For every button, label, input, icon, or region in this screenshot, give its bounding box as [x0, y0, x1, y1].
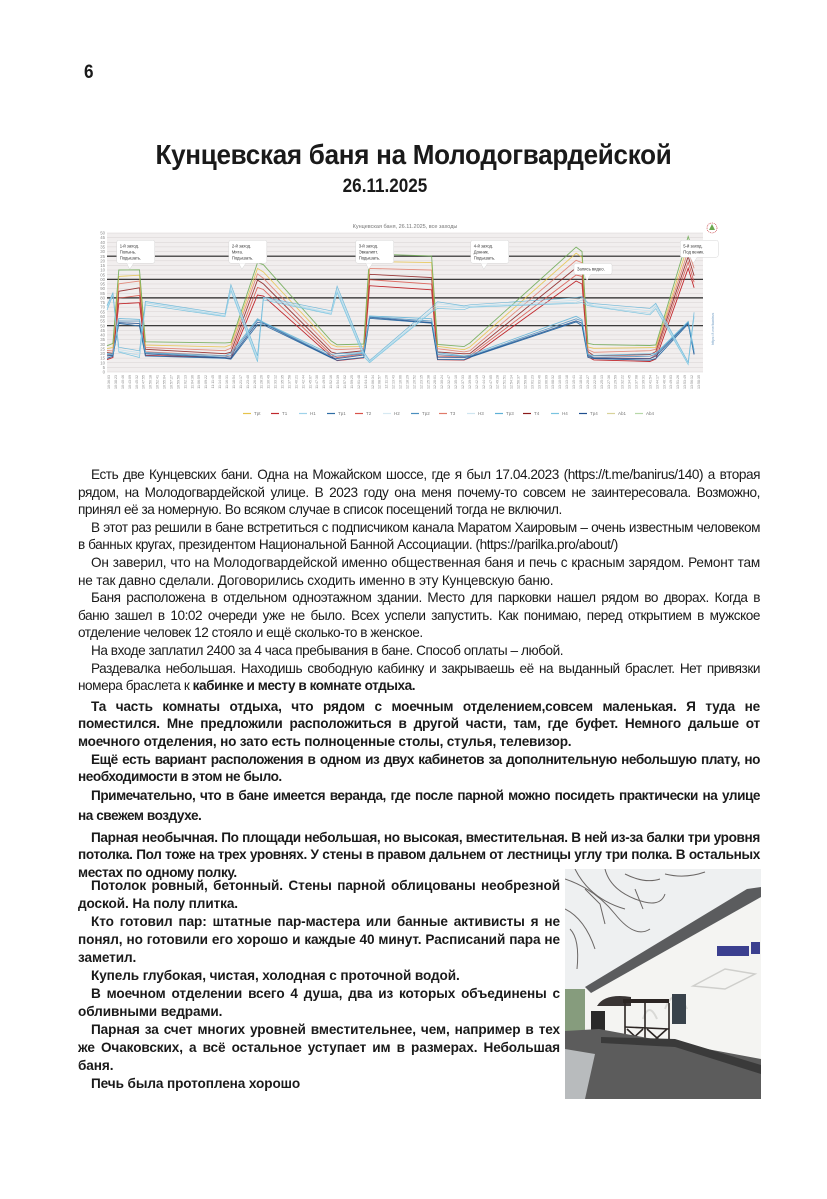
y-tick-label: 25	[100, 346, 105, 352]
x-tick-label: 12:08:57	[377, 375, 382, 389]
x-tick-label: 12:47:05	[488, 375, 493, 389]
x-tick-label: 11:52:16	[329, 375, 334, 389]
y-tick-label: 20	[100, 351, 105, 357]
x-tick-label: 12:06:34	[370, 375, 375, 389]
x-tick-label: 12:44:42	[481, 375, 486, 389]
x-tick-label: 11:28:26	[259, 375, 264, 389]
x-tick-label: 12:30:24	[440, 375, 445, 389]
x-tick-label: 10:57:27	[169, 375, 174, 389]
y-tick-label: 80	[100, 295, 105, 301]
x-tick-label: 11:14:08	[218, 375, 223, 389]
x-tick-label: 11:54:39	[336, 375, 341, 389]
paragraph: Кто готовил пар: штатные пар-мастера или банные активисты я не понял, но готовили его хорошо и каждые 40 минут. Расписаний пара не заметил.	[78, 914, 560, 965]
x-tick-label: 13:39:31	[641, 375, 646, 389]
x-tick-label: 13:32:22	[620, 375, 625, 389]
y-tick-label: 35	[100, 337, 105, 343]
x-tick-label: 13:51:26	[676, 375, 681, 389]
annotation-text: Донник.	[473, 249, 489, 255]
x-tick-label: 11:02:13	[183, 375, 188, 389]
annotation-text: Подышать.	[473, 255, 496, 261]
paragraph: В моечном отделении всего 4 душа, два из которых объединены с обливными ведрами.	[78, 986, 560, 1019]
x-tick-label: 13:06:09	[544, 375, 549, 389]
paragraph: На входе заплатил 2400 за 4 часа пребывания в бане. Способ оплаты – любой.	[91, 642, 564, 658]
x-tick-label: 12:59:00	[523, 375, 528, 389]
chart-side-link: https://t.me/banirus	[711, 312, 715, 345]
x-tick-label: 13:22:50	[592, 375, 597, 389]
article-body-wrapped	[78, 877, 560, 1093]
annotation-text: Запись видео.	[577, 266, 605, 272]
x-tick-label: 13:37:08	[634, 375, 639, 389]
x-tick-label: 12:11:20	[384, 375, 389, 389]
x-tick-label: 13:13:18	[565, 375, 570, 389]
x-tick-label: 11:26:03	[252, 375, 257, 389]
legend-label: Tp2	[422, 411, 430, 416]
x-tick-label: 12:23:15	[419, 375, 424, 389]
x-tick-label: 12:20:52	[412, 375, 417, 389]
legend-label: H4	[562, 411, 568, 416]
x-tick-label: 11:16:31	[225, 375, 229, 389]
y-tick-label: 45	[100, 327, 105, 333]
x-tick-label: 11:37:58	[287, 375, 292, 389]
annotation-text: 3-й заход.	[358, 243, 379, 249]
legend-label: H2	[394, 411, 400, 416]
y-tick-label: 45	[100, 235, 105, 241]
x-tick-label: 10:43:09	[127, 375, 132, 389]
y-tick-label: 25	[100, 253, 105, 259]
x-tick-label: 13:41:54	[648, 375, 653, 389]
x-tick-label: 12:56:37	[516, 375, 521, 389]
y-tick-label: 65	[100, 309, 105, 315]
x-tick-label: 11:57:02	[343, 375, 347, 389]
x-tick-label: 12:28:01	[433, 375, 438, 389]
y-tick-label: 75	[100, 300, 105, 306]
x-tick-label: 11:04:36	[190, 375, 195, 389]
x-tick-label: 13:08:32	[551, 375, 556, 389]
x-tick-label: 11:18:54	[231, 375, 236, 389]
x-tick-label: 11:09:22	[204, 375, 209, 389]
paragraph-text: Раздевалка небольшая. Находишь свободную кабинку и закрываешь её на выданный браслет. Нет привязки номера браслета к	[78, 660, 760, 694]
y-tick-label: 0	[102, 369, 105, 375]
annotation-text: 5-й заход.	[683, 243, 703, 249]
x-tick-label: 12:37:33	[461, 375, 465, 389]
x-tick-label: 10:45:32	[134, 375, 139, 389]
y-tick-label: 55	[100, 318, 105, 324]
x-tick-label: 10:40:46	[120, 375, 125, 389]
y-tick-label: 60	[100, 314, 105, 319]
annotation-text: Подышать.	[358, 255, 381, 261]
legend-label: T2	[366, 411, 372, 416]
paragraph-bold-text: кабинке и месту в комнате отдыха.	[192, 678, 416, 694]
legend-label: H3	[478, 411, 484, 416]
x-tick-label: 10:52:41	[155, 375, 160, 389]
x-tick-label: 13:25:13	[599, 375, 604, 389]
x-tick-label: 10:36:03	[107, 375, 111, 389]
y-tick-label: 20	[100, 258, 105, 264]
paragraph	[78, 660, 760, 695]
x-tick-label: 11:42:44	[301, 375, 306, 389]
legend-label: Tpt	[254, 411, 261, 416]
x-tick-label: 13:01:23	[530, 375, 535, 389]
y-tick-label: 40	[100, 332, 105, 338]
article-body	[78, 466, 760, 881]
x-tick-label: 12:13:43	[391, 375, 396, 389]
x-tick-label: 11:49:53	[322, 375, 327, 389]
x-tick-label: 13:34:45	[627, 375, 632, 389]
paragraph: Купель глубокая, чистая, холодная с проточной водой.	[91, 968, 460, 983]
x-tick-label: 13:49:03	[669, 375, 674, 389]
annotation-text: Под веник.	[683, 249, 705, 255]
y-tick-label: 90	[100, 286, 105, 292]
y-tick-label: 95	[100, 281, 105, 287]
page-title: Кунцевская баня на Молодогвардейской	[155, 139, 672, 170]
legend-label: Tp1	[338, 411, 346, 416]
annotation-text: 1-й заход.	[119, 243, 140, 249]
paragraph: Есть две Кунцевских бани. Одна на Можайском шоссе, где я был 17.04.2023 (https://t.me/banirus/140) а вторая рядом, на Молодогвардейской улице. В 2023 году она меня почему-то совсем не заинтересовала. Возможно, принял её за номерную. Во всяком случае в список посещений тогда не включил.	[78, 467, 760, 518]
x-tick-label: 12:35:10	[454, 375, 459, 389]
x-tick-label: 12:42:19	[474, 375, 479, 389]
paragraph: Та часть комнаты отдыха, что рядом с моечным отделением,совсем маленькая. Я туда не поместился. Мне предложили расположиться в другой части, там, где буфет. Немного дальше от моечного отделения, но зато есть полноценные столы, стулья, телевизор.	[78, 698, 760, 749]
y-tick-label: 5	[102, 364, 105, 370]
x-tick-label: 12:51:51	[502, 375, 507, 389]
x-tick-label: 13:20:27	[585, 375, 590, 389]
x-tick-label: 13:29:59	[613, 375, 618, 389]
x-tick-label: 13:18:04	[579, 375, 583, 389]
legend-label: T4	[534, 411, 540, 416]
annotation-text: Полынь.	[119, 249, 137, 255]
annotation-text: Эвкалипт.	[358, 249, 378, 255]
paragraph: Потолок ровный, бетонный. Стены парной облицованы необрезной доской. На полу плитка.	[78, 878, 560, 911]
y-tick-label: 50	[100, 323, 105, 329]
y-tick-label: 15	[100, 263, 105, 269]
annotation-text: 4-й заход.	[473, 243, 494, 249]
x-tick-label: 13:53:49	[683, 375, 688, 389]
x-tick-label: 11:11:45	[211, 375, 216, 389]
x-tick-label: 10:50:18	[148, 375, 153, 389]
x-tick-label: 11:45:07	[308, 375, 313, 389]
x-tick-label: 11:59:25	[349, 375, 354, 389]
annotation-text: Подышать.	[231, 255, 254, 261]
x-tick-label: 13:10:55	[558, 375, 563, 389]
building-photo-illustration	[565, 869, 761, 1099]
paragraph: Баня расположена в отдельном одноэтажном здании. Место для парковки нашел рядом во дворах. Когда в баню зашел в 10:02 очереди уже не было. Всех успели запустить. Как понимаю, перед открытием в мужское отделение человек 12 стояло и ещё сколько-то в женское.	[78, 590, 760, 641]
legend-label: H1	[310, 411, 316, 416]
x-tick-label: 13:15:41	[572, 375, 577, 389]
legend-label: Tp4	[590, 411, 598, 416]
annotation-text: 2-й заход.	[231, 243, 252, 249]
paragraph: Примечательно, что в бане имеется веранда, где после парной можно посидеть практически на улице на свежем воздухе.	[78, 787, 760, 823]
x-tick-label: 12:39:56	[467, 375, 472, 389]
article-date: 26.11.2025	[342, 176, 428, 197]
x-tick-label: 13:44:17	[655, 375, 660, 389]
y-tick-label: 15	[100, 355, 105, 361]
y-tick-label: 35	[100, 244, 105, 250]
legend-label: Tp3	[506, 411, 514, 416]
x-tick-label: 11:40:21	[294, 375, 299, 389]
y-tick-label: 85	[100, 290, 105, 296]
paragraph: Он заверил, что на Молодогвардейской именно общественная баня и печь с красным зарядом. Ремонт там не так давно сделали. Договорились сходить именно в эту Кунцевскую баню.	[78, 554, 760, 588]
x-tick-label: 13:58:35	[697, 375, 701, 389]
x-tick-label: 13:56:12	[690, 375, 695, 389]
x-tick-label: 12:25:38	[426, 375, 431, 389]
x-tick-label: 12:16:06	[398, 375, 403, 389]
paragraph: Парная за счет многих уровней вместительнее, чем, например в тех же Очаковских, а всё остальное уступает им в размерах. Небольшая баня.	[78, 1022, 560, 1073]
x-tick-label: 10:55:04	[162, 375, 167, 389]
x-tick-label: 10:59:50	[176, 375, 181, 389]
x-tick-label: 13:27:36	[606, 375, 611, 389]
x-tick-label: 12:54:14	[509, 375, 514, 389]
annotation-text: Подышать.	[119, 255, 142, 261]
x-tick-label: 13:46:40	[662, 375, 667, 389]
y-tick-label: 30	[100, 341, 105, 347]
x-tick-label: 12:32:47	[447, 375, 452, 389]
x-tick-label: 10:38:23	[113, 375, 118, 389]
x-tick-label: 12:18:29	[405, 375, 410, 389]
x-tick-label: 11:35:35	[280, 375, 285, 389]
y-tick-label: 30	[100, 249, 105, 255]
y-tick-label: 10	[100, 360, 105, 366]
x-tick-label: 13:03:46	[537, 375, 542, 389]
y-tick-label: 50	[100, 230, 105, 236]
legend-label: T1	[282, 411, 288, 416]
y-tick-label: 40	[100, 239, 105, 245]
y-tick-label: 10	[100, 267, 105, 273]
legend-label: Ab1	[618, 411, 627, 416]
x-tick-label: 12:01:48	[356, 375, 361, 389]
x-tick-label: 12:49:28	[495, 375, 500, 389]
y-tick-label: 70	[100, 304, 105, 310]
paragraph: Парная необычная. По площади небольшая, но высокая, вместительная. В ней из-за балки три уровня потолка. Пол тоже на трех уровнях. У стены в правом дальнем от лестницы углу три полка. В остальных местах по одному полку.	[78, 829, 760, 880]
sauna-chart	[93, 220, 721, 420]
x-tick-label: 11:23:40	[245, 375, 250, 389]
legend-label: Ab4	[646, 411, 655, 416]
paragraph: В этот раз решили в бане встретиться с подписчиком канала Маратом Хаировым – очень известным человеком в банных кругах, президентом Национальной Банной Ассоциации. (https://parilka.pro/about/)	[78, 519, 760, 553]
chart-title: Кунцевская баня, 26.11.2025, все заходы	[352, 224, 458, 230]
x-tick-label: 11:33:12	[273, 375, 278, 389]
x-tick-label: 11:06:59	[197, 375, 202, 389]
y-tick-label: 05	[100, 272, 105, 278]
x-tick-label: 10:47:55	[141, 375, 146, 389]
page-number: 6	[84, 62, 94, 83]
paragraph: Ещё есть вариант расположения в одном из двух кабинетов за дополнительную небольшую плату, но необходимости в этом не было.	[78, 751, 760, 785]
legend-label: T3	[450, 411, 456, 416]
x-tick-label: 11:47:30	[315, 375, 320, 389]
x-tick-label: 12:04:11	[363, 375, 368, 389]
y-tick-label: 00	[100, 276, 105, 282]
x-tick-label: 11:30:49	[266, 375, 271, 389]
bathhouse-photo	[565, 869, 761, 1099]
line-chart	[93, 220, 721, 420]
annotation-text: Мята.	[231, 249, 243, 255]
x-tick-label: 11:21:17	[238, 375, 243, 389]
paragraph: Печь была протоплена хорошо	[91, 1076, 301, 1091]
